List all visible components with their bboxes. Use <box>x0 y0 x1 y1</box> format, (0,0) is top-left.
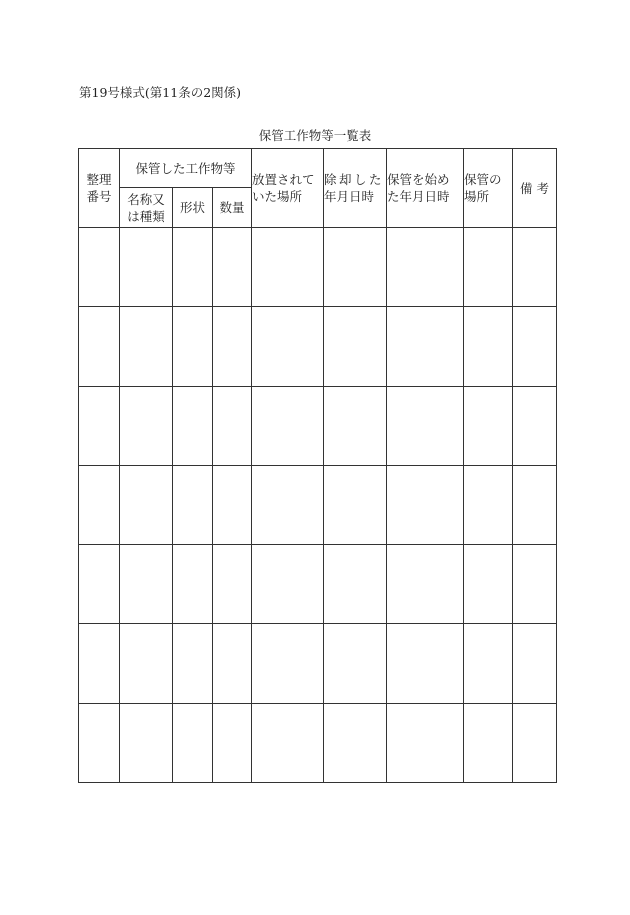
table-cell[interactable] <box>252 307 324 386</box>
table-cell[interactable] <box>324 307 387 386</box>
table-cell[interactable] <box>79 386 120 465</box>
table-cell[interactable] <box>324 624 387 703</box>
table-cell[interactable] <box>464 703 513 782</box>
table-cell[interactable] <box>213 307 252 386</box>
table-cell[interactable] <box>79 228 120 307</box>
table-cell[interactable] <box>387 307 464 386</box>
table-cell[interactable] <box>324 386 387 465</box>
table-cell[interactable] <box>252 465 324 544</box>
table-cell[interactable] <box>120 228 173 307</box>
header-stored-items-group: 保管した工作物等 <box>120 149 252 188</box>
table-cell[interactable] <box>324 703 387 782</box>
table-row <box>79 703 557 782</box>
table-cell[interactable] <box>252 703 324 782</box>
stored-items-table <box>78 148 557 783</box>
header-start-line2: た年月日時 <box>387 189 450 204</box>
table-cell[interactable] <box>79 703 120 782</box>
table-cell[interactable] <box>513 545 557 624</box>
table-cell[interactable] <box>79 307 120 386</box>
table-cell[interactable] <box>173 465 213 544</box>
table-cell[interactable] <box>79 624 120 703</box>
table-cell[interactable] <box>120 465 173 544</box>
header-row-top <box>79 149 557 188</box>
table-cell[interactable] <box>513 624 557 703</box>
table-cell[interactable] <box>387 465 464 544</box>
table-cell[interactable] <box>387 545 464 624</box>
table-title: 保管工作物等一覧表 <box>258 128 372 143</box>
header-place-line1: 保管の <box>464 172 502 187</box>
table-cell[interactable] <box>513 228 557 307</box>
table-cell[interactable] <box>513 307 557 386</box>
table-cell[interactable] <box>120 307 173 386</box>
header-removed-line1: 除却した <box>324 172 385 187</box>
table-row <box>79 545 557 624</box>
table-cell[interactable] <box>213 624 252 703</box>
table-cell[interactable] <box>464 624 513 703</box>
table-cell[interactable] <box>324 545 387 624</box>
table-cell[interactable] <box>387 228 464 307</box>
table-cell[interactable] <box>173 228 213 307</box>
table-cell[interactable] <box>252 228 324 307</box>
table-cell[interactable] <box>464 545 513 624</box>
header-serial-number <box>79 149 120 228</box>
table-cell[interactable] <box>120 386 173 465</box>
header-storage-place <box>464 149 513 228</box>
table-cell[interactable] <box>252 386 324 465</box>
header-name-or-type <box>120 188 173 228</box>
table-cell[interactable] <box>79 545 120 624</box>
table-cell[interactable] <box>173 703 213 782</box>
header-removed-line2: 年月日時 <box>324 189 375 204</box>
table-cell[interactable] <box>79 465 120 544</box>
table-cell[interactable] <box>387 386 464 465</box>
header-name-line1: 名称又 <box>127 191 165 207</box>
table-row <box>79 624 557 703</box>
table-row <box>79 465 557 544</box>
header-serial-line1: 整理 <box>86 172 112 187</box>
table-cell[interactable] <box>513 465 557 544</box>
table-cell[interactable] <box>120 624 173 703</box>
table-cell[interactable] <box>213 465 252 544</box>
table-cell[interactable] <box>464 386 513 465</box>
table-cell[interactable] <box>324 228 387 307</box>
table-row <box>79 386 557 465</box>
table-cell[interactable] <box>252 624 324 703</box>
table-cell[interactable] <box>513 386 557 465</box>
form-number-label: 第19号様式(第11条の2関係) <box>79 85 242 100</box>
table-cell[interactable] <box>387 624 464 703</box>
table-cell[interactable] <box>173 307 213 386</box>
table-cell[interactable] <box>324 465 387 544</box>
header-storage-start <box>387 149 464 228</box>
header-abandoned-place <box>252 149 324 228</box>
header-remarks: 備 考 <box>513 149 557 228</box>
table-cell[interactable] <box>173 386 213 465</box>
table-cell[interactable] <box>213 386 252 465</box>
table-cell[interactable] <box>252 545 324 624</box>
header-removed-datetime <box>324 149 387 228</box>
table-row <box>79 307 557 386</box>
header-name-line2: は種類 <box>127 208 165 224</box>
table-cell[interactable] <box>213 545 252 624</box>
header-quantity: 数量 <box>213 188 252 228</box>
header-abandoned-line2: いた場所 <box>252 189 303 204</box>
table-cell[interactable] <box>464 465 513 544</box>
table-cell[interactable] <box>120 545 173 624</box>
header-place-line2: 場所 <box>464 189 490 204</box>
table-cell[interactable] <box>213 228 252 307</box>
table-cell[interactable] <box>173 624 213 703</box>
header-abandoned-line1: 放置されて <box>252 172 315 187</box>
table-cell[interactable] <box>387 703 464 782</box>
table-cell[interactable] <box>513 703 557 782</box>
table-row <box>79 228 557 307</box>
table-cell[interactable] <box>464 228 513 307</box>
header-shape: 形状 <box>173 188 213 228</box>
table-cell[interactable] <box>213 703 252 782</box>
table-cell[interactable] <box>120 703 173 782</box>
table-cell[interactable] <box>464 307 513 386</box>
header-serial-line2: 番号 <box>86 189 112 204</box>
header-start-line1: 保管を始め <box>387 172 450 187</box>
table-cell[interactable] <box>173 545 213 624</box>
